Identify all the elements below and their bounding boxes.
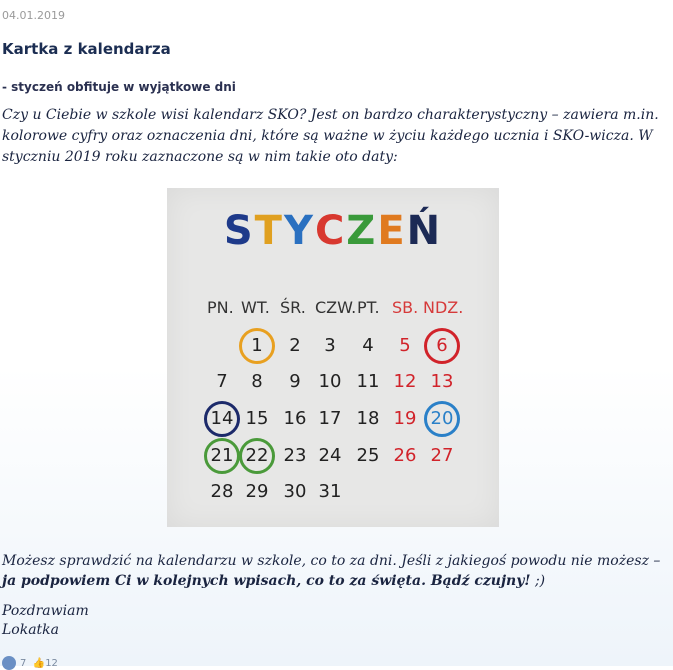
month-letter: Ń	[406, 208, 443, 254]
calendar-day: 3	[324, 335, 336, 356]
calendar-day: 13	[430, 371, 454, 392]
calendar-day: 15	[245, 408, 269, 429]
month-letter: S	[223, 208, 255, 254]
post-date: 04.01.2019	[2, 9, 65, 22]
calendar-day: 9	[289, 371, 301, 392]
calendar-day: 2	[289, 335, 301, 356]
calendar-day: 26	[393, 445, 417, 466]
calendar-image	[167, 188, 499, 527]
calendar-day-marked: 14	[204, 401, 240, 437]
post-outro	[2, 551, 667, 591]
calendar-day-marked: 6	[424, 328, 460, 364]
greeting: Pozdrawiam	[2, 603, 89, 619]
calendar-day: 16	[283, 408, 307, 429]
calendar-day: 24	[318, 445, 342, 466]
outro-bold-text: ja podpowiem Ci w kolejnych wpisach, co to za święta. Bądź czujny!	[2, 573, 531, 589]
calendar-day: 11	[356, 371, 380, 392]
calendar-day: 8	[251, 371, 263, 392]
calendar-day: 19	[393, 408, 417, 429]
calendar-day: 25	[356, 445, 380, 466]
calendar-day: 30	[283, 481, 307, 502]
month-letter: E	[377, 208, 407, 254]
post-subtitle: - styczeń obfituje w wyjątkowe dni	[2, 80, 236, 94]
calendar-day-marked: 22	[239, 438, 275, 474]
calendar-day: 12	[393, 371, 417, 392]
like-icon[interactable]: 👍	[32, 658, 46, 669]
weekday-label: WT.	[241, 298, 270, 317]
weekday-label: ŚR.	[280, 298, 306, 317]
weekday-label: NDZ.	[423, 298, 464, 317]
calendar-day: 17	[318, 408, 342, 429]
calendar-day: 23	[283, 445, 307, 466]
like-count: 12	[45, 658, 58, 669]
calendar-day: 4	[362, 335, 374, 356]
comment-count: 7	[20, 658, 27, 669]
post-title[interactable]: Kartka z kalendarza	[2, 40, 171, 58]
calendar-day-marked: 1	[239, 328, 275, 364]
month-letter: T	[254, 208, 284, 254]
post-footer	[2, 656, 58, 670]
weekday-label: CZW.	[315, 298, 357, 317]
month-letter: C	[314, 208, 347, 254]
author-name: Lokatka	[2, 622, 60, 638]
comment-icon[interactable]	[2, 656, 16, 670]
calendar-day-marked: 21	[204, 438, 240, 474]
calendar-day-marked: 20	[424, 401, 460, 437]
calendar-month-title	[167, 208, 499, 254]
outro-wink: ;)	[530, 573, 546, 589]
calendar-day: 10	[318, 371, 342, 392]
signature	[2, 602, 89, 640]
weekday-label: SB.	[392, 298, 419, 317]
outro-text: Możesz sprawdzić na kalendarzu w szkole, co to za dni. Jeśli z jakiegoś powodu nie możesz –	[2, 553, 661, 569]
calendar-day: 31	[318, 481, 342, 502]
month-letter: Z	[346, 208, 378, 254]
calendar-day: 7	[216, 371, 228, 392]
calendar-day: 29	[245, 481, 269, 502]
calendar-day: 27	[430, 445, 454, 466]
weekday-label: PT.	[357, 298, 380, 317]
weekday-label: PN.	[207, 298, 234, 317]
calendar-day: 28	[210, 481, 234, 502]
post-intro: Czy u Ciebie w szkole wisi kalendarz SKO? Jest on bardzo charakterystyczny – zawiera m.in. kolorowe cyfry oraz oznaczenia dni, które są ważne w życiu każdego ucznia i SKO-wicza. W styczniu 2019 roku zaznaczone są w nim takie oto daty:	[2, 107, 659, 165]
calendar-day: 18	[356, 408, 380, 429]
calendar-day: 5	[399, 335, 411, 356]
month-letter: Y	[283, 208, 315, 254]
